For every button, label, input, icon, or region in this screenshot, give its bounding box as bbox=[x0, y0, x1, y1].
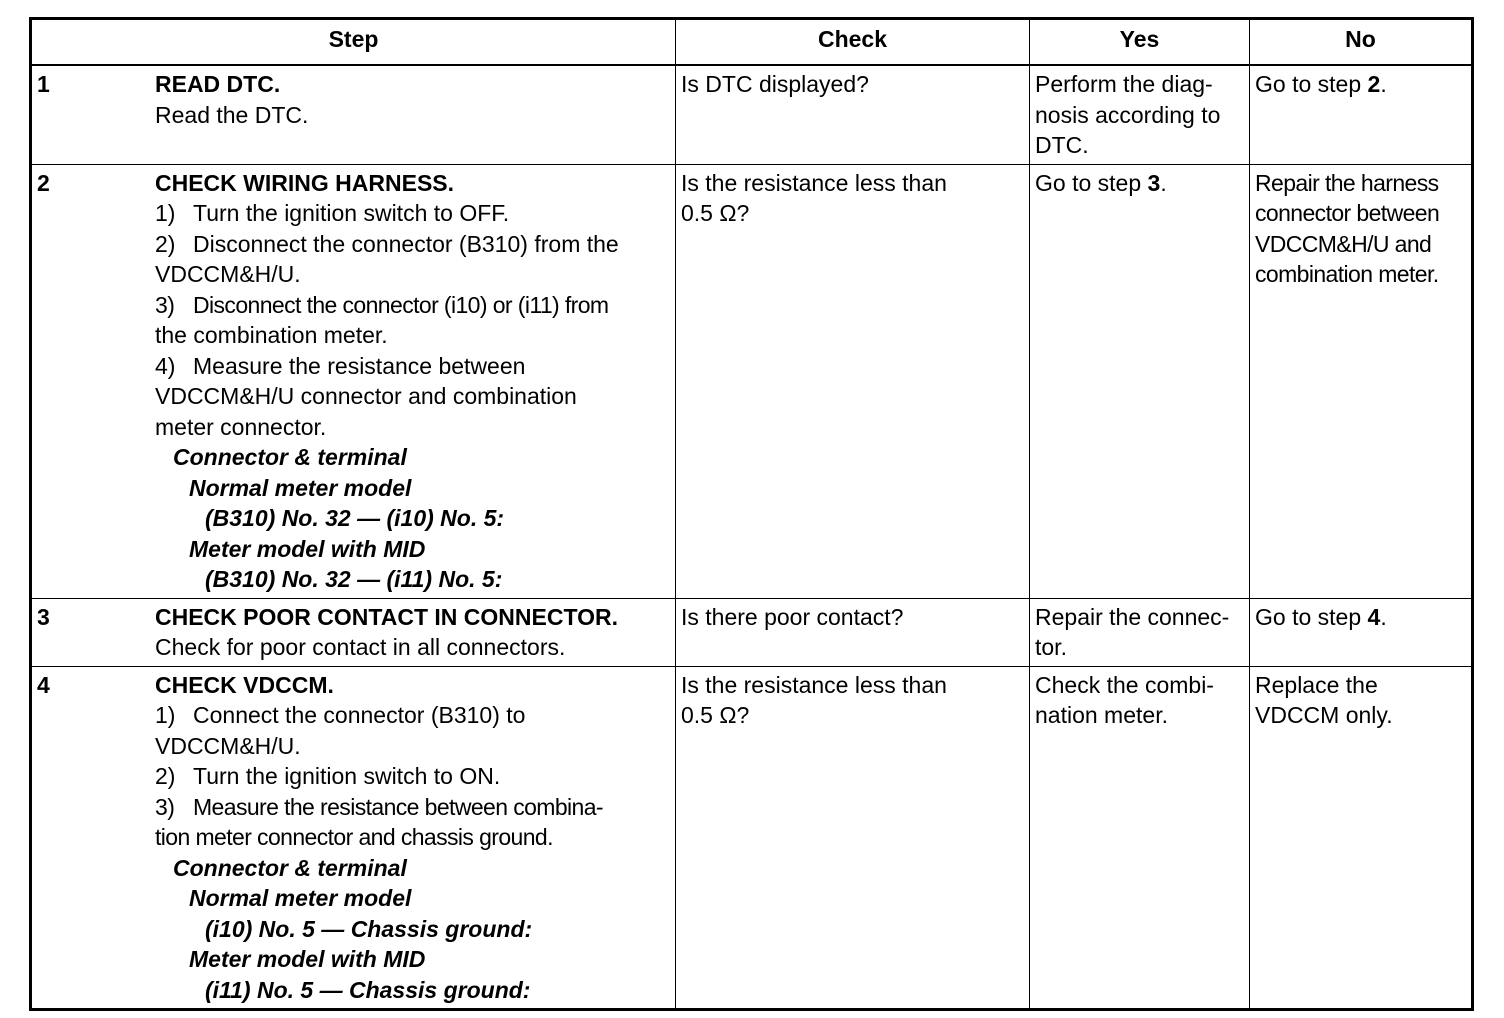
no-text: combination meter. bbox=[1255, 261, 1439, 287]
step-title: CHECK POOR CONTACT IN CONNECTOR. bbox=[155, 603, 618, 630]
substep: 4) Measure the resistance between bbox=[155, 352, 526, 379]
yes-text: Repair the connec- bbox=[1035, 603, 1230, 630]
no-cell bbox=[1250, 164, 1473, 598]
step-title: READ DTC. bbox=[155, 71, 281, 97]
header-no: No bbox=[1250, 19, 1473, 66]
no-text: Replace the bbox=[1255, 671, 1378, 698]
substep-continuation: the combination meter. bbox=[155, 322, 388, 348]
header-check: Check bbox=[676, 19, 1030, 66]
no-text: Go to step 4. bbox=[1255, 603, 1387, 630]
substep-continuation: VDCCM&H/U. bbox=[155, 732, 301, 759]
step-reference: 3 bbox=[1147, 169, 1161, 196]
no-cell bbox=[1250, 666, 1473, 1010]
substep: 3) Disconnect the connector (i10) or (i11) from bbox=[155, 291, 609, 318]
check-text: Is the resistance less than bbox=[681, 169, 947, 196]
no-text: connector between bbox=[1255, 200, 1440, 226]
yes-text: DTC. bbox=[1035, 132, 1089, 158]
table-row bbox=[31, 65, 1473, 164]
yes-cell bbox=[1030, 666, 1250, 1010]
substep-continuation: VDCCM&H/U connector and combination bbox=[155, 383, 577, 409]
check-text: Is there poor contact? bbox=[681, 603, 904, 630]
yes-text: Go to step 3. bbox=[1035, 169, 1167, 196]
no-text: VDCCM&H/U and bbox=[1255, 230, 1432, 257]
yes-text: nation meter. bbox=[1035, 702, 1168, 728]
spec-mid-value: (B310) No. 32 — (i11) No. 5: bbox=[205, 566, 503, 592]
check-text: 0.5 Ω? bbox=[681, 200, 750, 226]
spec-normal-value: (i10) No. 5 — Chassis ground: bbox=[205, 915, 533, 942]
spec-mid-label: Meter model with MID bbox=[189, 946, 426, 972]
no-cell bbox=[1250, 598, 1473, 666]
yes-text: nosis according to bbox=[1035, 101, 1221, 128]
step-cell bbox=[31, 666, 676, 1010]
check-text: Is DTC displayed? bbox=[681, 71, 869, 97]
table-header-row bbox=[31, 19, 1473, 66]
yes-text: Perform the diag- bbox=[1035, 71, 1213, 97]
table-row bbox=[31, 598, 1473, 666]
substep-continuation: VDCCM&H/U. bbox=[155, 261, 301, 287]
yes-cell bbox=[1030, 598, 1250, 666]
table-row bbox=[31, 164, 1473, 598]
diagnostic-table bbox=[29, 17, 1474, 1011]
step-number: 3 bbox=[37, 603, 50, 630]
substep: 2) Turn the ignition switch to ON. bbox=[155, 763, 501, 789]
step-text: Check for poor contact in all connectors. bbox=[155, 634, 566, 660]
yes-text: tor. bbox=[1035, 634, 1067, 660]
step-number: 4 bbox=[37, 671, 50, 698]
spec-mid-label: Meter model with MID bbox=[189, 535, 426, 562]
step-cell bbox=[31, 65, 676, 164]
check-cell bbox=[676, 598, 1030, 666]
spec-heading: Connector & terminal bbox=[173, 854, 407, 881]
no-text: Go to step 2. bbox=[1255, 71, 1387, 97]
substep: 2) Disconnect the connector (B310) from the bbox=[155, 230, 619, 257]
step-cell bbox=[31, 164, 676, 598]
step-title: CHECK WIRING HARNESS. bbox=[155, 169, 455, 196]
no-cell bbox=[1250, 65, 1473, 164]
spec-normal-value: (B310) No. 32 — (i10) No. 5: bbox=[205, 505, 505, 531]
step-text: Read the DTC. bbox=[155, 101, 309, 128]
substep: 1) Turn the ignition switch to OFF. bbox=[155, 200, 510, 226]
no-text: VDCCM only. bbox=[1255, 702, 1393, 728]
spec-heading: Connector & terminal bbox=[173, 444, 407, 470]
header-step: Step bbox=[31, 19, 676, 66]
substep-continuation: meter connector. bbox=[155, 413, 327, 440]
yes-cell bbox=[1030, 164, 1250, 598]
check-cell bbox=[676, 65, 1030, 164]
check-cell bbox=[676, 666, 1030, 1010]
check-cell bbox=[676, 164, 1030, 598]
table-row bbox=[31, 666, 1473, 1010]
step-reference: 2 bbox=[1367, 71, 1381, 97]
step-title: CHECK VDCCM. bbox=[155, 671, 334, 698]
substep-continuation: tion meter connector and chassis ground. bbox=[155, 824, 553, 850]
spec-normal-label: Normal meter model bbox=[189, 885, 412, 911]
substep: 3) Measure the resistance between combina- bbox=[155, 793, 603, 820]
step-number: 1 bbox=[37, 71, 50, 97]
header-yes: Yes bbox=[1030, 19, 1250, 66]
step-cell bbox=[31, 598, 676, 666]
check-text: 0.5 Ω? bbox=[681, 702, 750, 728]
yes-cell bbox=[1030, 65, 1250, 164]
no-text: Repair the harness bbox=[1255, 169, 1439, 196]
spec-mid-value: (i11) No. 5 — Chassis ground: bbox=[205, 976, 531, 1003]
step-number: 2 bbox=[37, 169, 50, 196]
spec-normal-label: Normal meter model bbox=[189, 474, 412, 501]
check-text: Is the resistance less than bbox=[681, 671, 947, 698]
step-reference: 4 bbox=[1367, 603, 1381, 630]
substep: 1) Connect the connector (B310) to bbox=[155, 702, 526, 728]
yes-text: Check the combi- bbox=[1035, 671, 1214, 698]
